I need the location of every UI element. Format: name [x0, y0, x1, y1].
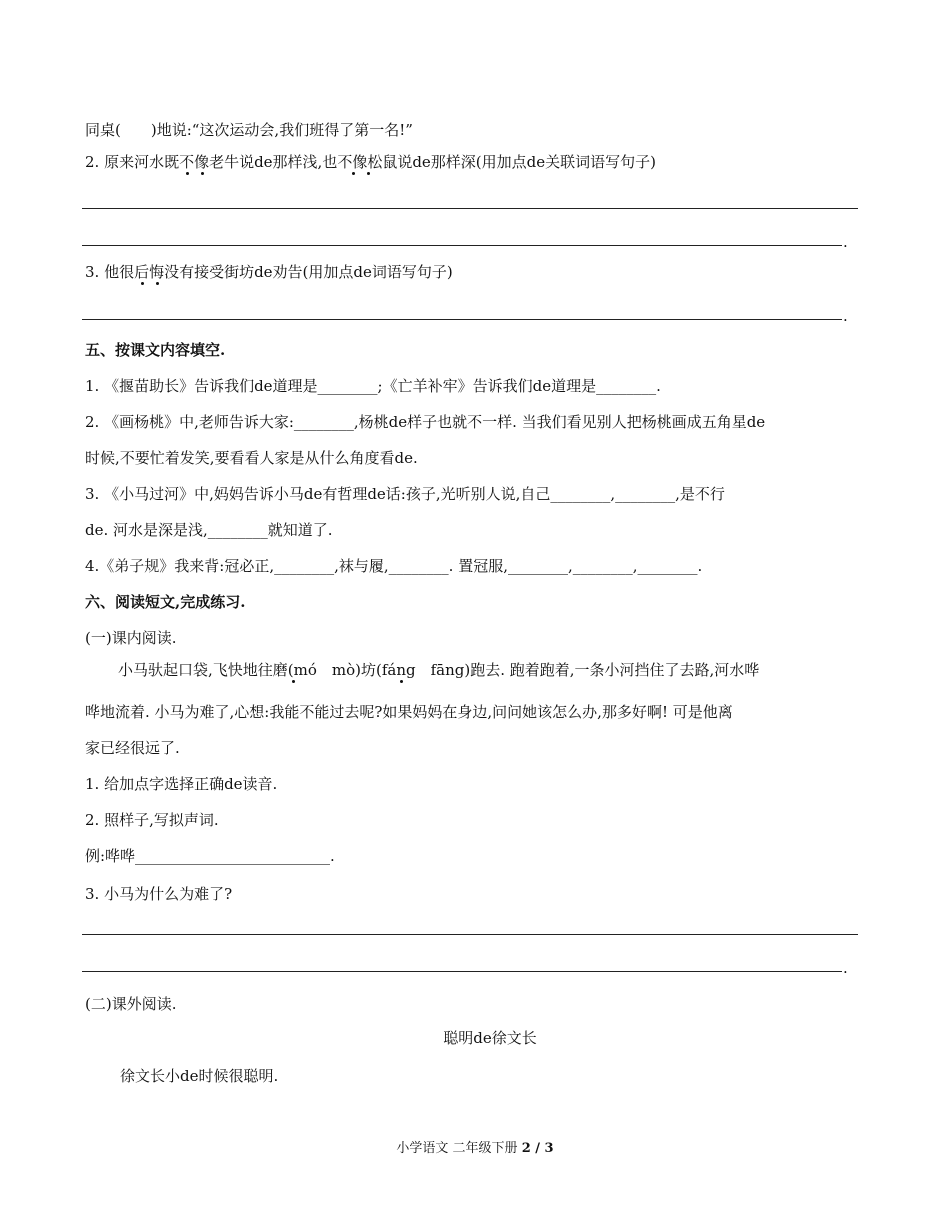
emphasis-dot	[292, 680, 295, 683]
answer-line[interactable]	[82, 934, 858, 935]
emphasis-dot	[352, 172, 355, 175]
section-6-heading: 六、阅读短文,完成练习.	[85, 593, 246, 611]
footer-page-number: 2 / 3	[521, 1141, 554, 1156]
fill-2: 2. 《画杨桃》中,老师告诉大家:________,杨桃de样子也就不一样. 当我们看见别人把杨桃画成五角星de	[85, 413, 766, 431]
reading-q1: 1. 给加点字选择正确de读音.	[85, 775, 278, 793]
passage-line-3: 家已经很远了.	[85, 739, 180, 757]
reading-q2: 2. 照样子,写拟声词.	[85, 811, 219, 829]
answer-line[interactable]	[82, 208, 858, 209]
page-footer	[0, 1140, 950, 1158]
fill-3: 3. 《小马过河》中,妈妈告诉小马de有哲理de话:孩子,光听别人说,自己________,________,是不行	[85, 485, 725, 503]
fill-3-cont: de. 河水是深是浅,________就知道了.	[85, 521, 333, 539]
line-tongzhuo: 同桌( )地说:“这次运动会,我们班得了第一名!”	[85, 121, 413, 139]
answer-line-end: .	[843, 233, 848, 251]
part-2-label: (二)课外阅读.	[85, 995, 177, 1013]
section-5-heading: 五、按课文内容填空.	[85, 341, 226, 359]
passage-2-line-1: 徐文长小de时候很聪明.	[120, 1067, 279, 1085]
answer-line-end: .	[843, 307, 848, 325]
passage-title: 聪明de徐文长	[443, 1029, 537, 1047]
reading-q3: 3. 小马为什么为难了?	[85, 885, 233, 903]
emphasis-dot	[201, 172, 204, 175]
fill-1: 1. 《揠苗助长》告诉我们de道理是________;《亡羊补牢》告诉我们de道理是________.	[85, 377, 661, 395]
emphasis-dot	[156, 282, 159, 285]
passage-line-2: 哗地流着. 小马为难了,心想:我能不能过去呢?如果妈妈在身边,问问她该怎么办,那多好啊! 可是他离	[85, 703, 733, 721]
answer-line[interactable]	[82, 319, 842, 320]
fill-4: 4.《弟子规》我来背:冠必正,________,袜与履,________. 置冠服,________,________,________.	[85, 557, 703, 575]
emphasis-dot	[400, 680, 403, 683]
reading-q2-example: 例:哗哗__________________________.	[85, 847, 335, 865]
emphasis-dot	[186, 172, 189, 175]
question-3-text: 3. 他很后悔没有接受街坊de劝告(用加点de词语写句子)	[85, 263, 453, 281]
answer-line[interactable]	[82, 971, 842, 972]
fill-2-cont: 时候,不要忙着发笑,要看看人家是从什么角度看de.	[85, 449, 418, 467]
answer-line[interactable]	[82, 245, 842, 246]
question-2-text: 2. 原来河水既不像老牛说de那样浅,也不像松鼠说de那样深(用加点de关联词语写句子)	[85, 153, 656, 171]
passage-line-1: 小马驮起口袋,飞快地往磨(mó mò)坊(fáng fāng)跑去. 跑着跑着,一条小河挡住了去路,河水哗	[118, 661, 760, 679]
emphasis-dot	[141, 282, 144, 285]
answer-line-end: .	[843, 959, 848, 977]
emphasis-dot	[367, 172, 370, 175]
part-1-label: (一)课内阅读.	[85, 629, 177, 647]
footer-subject: 小学语文 二年级下册	[396, 1141, 518, 1156]
